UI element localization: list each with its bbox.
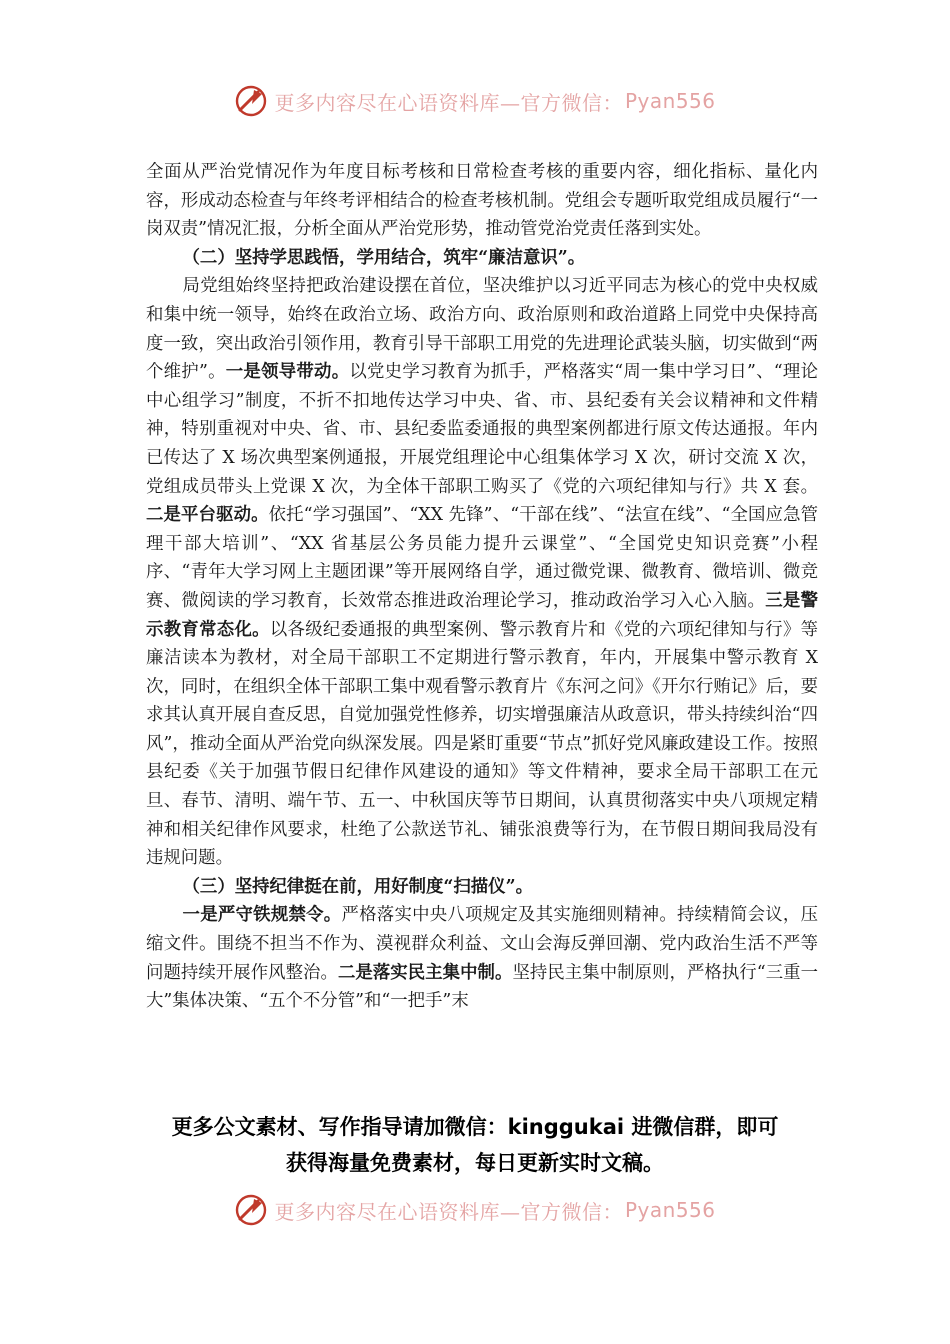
paragraph-2-bold-2: 二是平台驱动。 bbox=[146, 505, 269, 526]
banner-text: 更多内容尽在心语资料库—官方微信： bbox=[274, 1199, 623, 1224]
ad-line-1: 更多公文素材、写作指导请加微信：kinggukai 进微信群，即可 bbox=[171, 1115, 779, 1139]
paragraph-2-text-c: 以党史学习教育为抓手，严格落实“周一集中学习日”、“理论中心组学习”制度，不折不扣地传达学习中央、省、市、县纪委有关会议精神和文件精神，特别重视对中央、省、市、县纪委监委通报的典型案例都进行原文传达通报。年内已传达了 X 场次典型案例通报，开展党组理论中心组集体学习 X 次，研讨交流 X 次，党组成员带头上党课 X 次，为全体干部职工购买了《党的六项纪律知与行》共 X 套。 bbox=[146, 362, 818, 497]
document-body bbox=[146, 158, 818, 1016]
paragraph-3 bbox=[146, 901, 818, 1015]
banner-handle: Pyan556 bbox=[624, 89, 716, 113]
section-heading-3: （三）坚持纪律挺在前，用好制度“扫描仪”。 bbox=[182, 876, 533, 897]
paragraph-2 bbox=[146, 272, 818, 872]
pen-logo-icon bbox=[234, 1193, 268, 1227]
paragraph-2-bold-1: 一是领导带动。 bbox=[225, 362, 350, 383]
paragraph-3-text-a: 严格落实中央八项规定及其实施细则精神。持续精简会议，压缩文件。围绕不担当不作为、漠视群众利益、文山会海反弹回潮、党内政治生活不严等问题持续开展作风整治。 bbox=[146, 905, 818, 983]
pen-logo-icon bbox=[234, 84, 268, 118]
banner-text: 更多内容尽在心语资料库—官方微信： bbox=[274, 90, 623, 115]
paragraph-2-text-e: 以各级纪委通报的典型案例、警示教育片和《党的六项纪律知与行》等廉洁读本为教材，对全局干部职工不定期进行警示教育，年内，开展集中警示教育 X 次，同时，在组织全体干部职工集中观看警示教育片《东河之问》《开尔行贿记》后，要求其认真开展自查反思，自觉加强党性修养，切实增强廉洁从政意识，带头持续纠治“四风”，推动全面从严治党向纵深发展。四是紧盯重要“节点”抓好党风廉政建设工作。按照县纪委《关于加强节假日纪律作风建设的通知》等文件精神，要求全局干部职工在元旦、春节、清明、端午节、五一、中秋国庆等节日期间，认真贯彻落实中央八项规定精神和相关纪律作风要求，杜绝了公款送节礼、铺张浪费等行为，在节假日期间我局没有违规问题。 bbox=[146, 619, 818, 869]
paragraph-1: 全面从严治党情况作为年度目标考核和日常检查考核的重要内容，细化指标、量化内容，形成动态检查与年终考评相结合的检查考核机制。党组会专题听取党组成员履行“一岗双责”情况汇报，分析全面从严治党形势，推动管党治党责任落到实处。 bbox=[146, 162, 818, 240]
paragraph-2-bold-3: 三是警示教育常态化。 bbox=[146, 590, 818, 640]
paragraph-3-bold-2: 二是落实民主集中制。 bbox=[337, 962, 513, 983]
banner-handle: Pyan556 bbox=[624, 1198, 716, 1222]
section-heading-2: （二）坚持学思践悟，学用结合，筑牢“廉洁意识”。 bbox=[182, 247, 586, 268]
paragraph-3-text-c: 坚持民主集中制原则，严格执行“三重一大”集体决策、“五个不分管”和“一把手”末 bbox=[146, 962, 818, 1012]
ad-line-2: 获得海量免费素材，每日更新实时文稿。 bbox=[286, 1151, 664, 1175]
paragraph-2-text-a: 局党组始终坚持把政治建设摆在首位，坚决维护以习近平同志为核心的党中央权威和集中统一领导，始终在政治立场、政治方向、政治原则和政治道路上同党中央保持高度一致，突出政治引领作用，教育引导干部职工用党的先进理论武装头脑，切实做到“两个维护”。 bbox=[146, 276, 818, 383]
paragraph-2-text-d: 依托“学习强国”、“XX 先锋”、“干部在线”、“法宣在线”、“全国应急管理干部大培训”、“XX 省基层公务员能力提升云课堂”、“全国党史知识竞赛”小程序、“青年大学习网上主题团课”等开展网络自学，通过微党课、微教育、微培训、微竞赛、微阅读的学习教育，长效常态推进政治理论学习，推动政治学习入心入脑。 bbox=[146, 505, 818, 611]
paragraph-3-bold-1: 一是严守铁规禁令。 bbox=[182, 905, 342, 926]
watermark-banner-top bbox=[0, 84, 950, 118]
watermark-banner-bottom bbox=[0, 1193, 950, 1227]
